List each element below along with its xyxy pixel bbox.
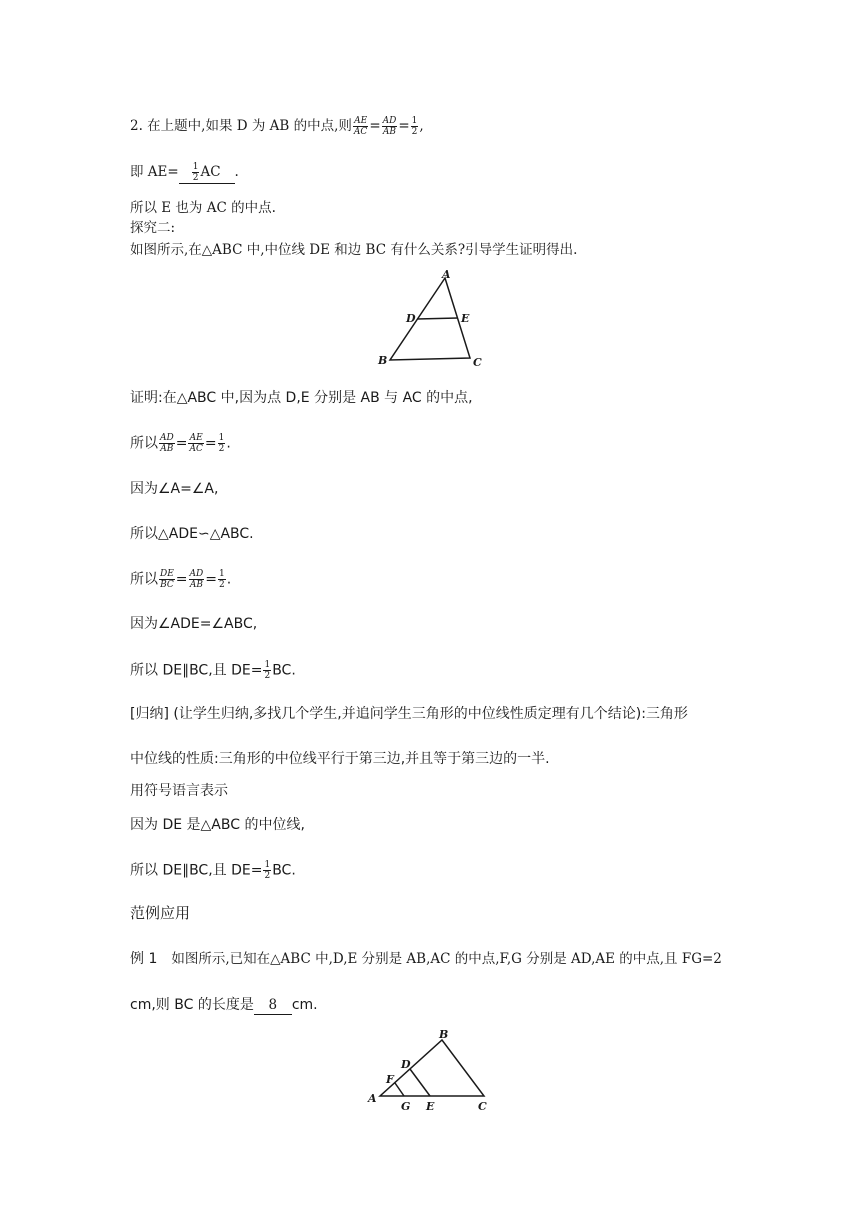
label-e: E — [426, 1100, 435, 1113]
segment-de — [410, 1069, 430, 1096]
fraction-one-half: $\frac{1}{2}$ — [264, 660, 271, 681]
label-e: E — [461, 312, 470, 325]
proof-line-4: 所以△ADE∽△ABC. — [130, 526, 254, 542]
fraction-one-half: $\frac{1}{2}$ — [218, 433, 225, 454]
answer-blank: 8 — [254, 996, 292, 1015]
q2-statement: 2. 在上题中,如果 D 为 AB 的中点,则 $\frac{AE}{AC}$ = $\frac{AD}{AB}$ = $\frac{1}{2}$ , — [130, 116, 424, 137]
fraction-ae-ac: $\frac{AE}{AC}$ — [353, 116, 368, 137]
example1-line-2: cm,则 BC 的长度是 8 cm. — [130, 997, 318, 1013]
example1-line-1: 例 1 如图所示,已知在△ABC 中,D,E 分别是 AB,AC 的中点,F,G 分别是 AD,AE 的中点,且 FG=2 — [130, 951, 722, 967]
summary-line-1: [归纳] (让学生归纳,多找几个学生,并追问学生三角形的中位线性质定理有几个结论):三角形 — [130, 706, 688, 722]
label-f: F — [386, 1073, 394, 1086]
fraction-one-half: $\frac{1}{2}$ — [218, 569, 225, 590]
triangle-abc — [380, 1040, 484, 1096]
proof-line-3: 因为∠A=∠A, — [130, 481, 219, 497]
label-a: A — [442, 268, 451, 281]
midline-de — [417, 318, 458, 319]
proof-line-5: 所以 $\frac{DE}{BC}$ = $\frac{AD}{AB}$ = $\frac{1}{2}$ . — [130, 569, 232, 590]
fraction-one-half: $\frac{1}{2}$ — [411, 116, 418, 137]
section-title: 范例应用 — [130, 904, 191, 922]
label-c: C — [478, 1100, 487, 1113]
answer-blank: $\frac{1}{2}$ AC — [179, 162, 235, 184]
label-b: B — [378, 354, 388, 367]
label-d: D — [406, 312, 416, 325]
fraction-ad-ab: $\frac{AD}{AB}$ — [160, 433, 174, 454]
symbolic-line-1: 因为 DE 是△ABC 的中位线, — [130, 817, 305, 833]
fraction-ae-ac: $\frac{AE}{AC}$ — [189, 433, 203, 454]
proof-line-2: 所以 $\frac{AD}{AB}$ = $\frac{AE}{AC}$ = $\frac{1}{2}$ . — [130, 433, 231, 454]
segment-fg — [395, 1083, 404, 1096]
label-a: A — [368, 1092, 377, 1105]
q2-conclusion: 所以 E 也为 AC 的中点. — [130, 200, 276, 216]
label-d: D — [401, 1058, 411, 1071]
label-b: B — [439, 1028, 449, 1041]
fraction-one-half: $\frac{1}{2}$ — [264, 860, 271, 881]
explore2-text: 如图所示,在△ABC 中,中位线 DE 和边 BC 有什么关系?引导学生证明得出. — [130, 242, 578, 258]
proof-line-7: 所以 DE∥BC,且 DE= $\frac{1}{2}$ BC. — [130, 660, 296, 681]
proof-line-6: 因为∠ADE=∠ABC, — [130, 616, 258, 632]
label-c: C — [473, 356, 482, 369]
triangle-figure-1 — [370, 266, 490, 372]
summary-line-2: 中位线的性质:三角形的中位线平行于第三边,并且等于第三边的一半. — [130, 751, 550, 767]
proof-line-1: 证明:在△ABC 中,因为点 D,E 分别是 AB 与 AC 的中点, — [130, 390, 473, 406]
q2-answer-line: 即 AE= $\frac{1}{2}$ AC . — [130, 162, 239, 183]
fraction-ad-ab: $\frac{AD}{AB}$ — [189, 569, 204, 590]
symbolic-title: 用符号语言表示 — [130, 783, 228, 799]
label-g: G — [401, 1100, 411, 1113]
symbolic-line-2: 所以 DE∥BC,且 DE= $\frac{1}{2}$ BC. — [130, 860, 296, 881]
explore2-title: 探究二: — [130, 220, 176, 236]
fraction-de-bc: $\frac{DE}{BC}$ — [160, 569, 174, 590]
fraction-one-half: $\frac{1}{2}$ — [192, 162, 199, 183]
triangle-figure-2 — [366, 1026, 500, 1116]
fraction-ad-ab: $\frac{AD}{AB}$ — [382, 116, 397, 137]
